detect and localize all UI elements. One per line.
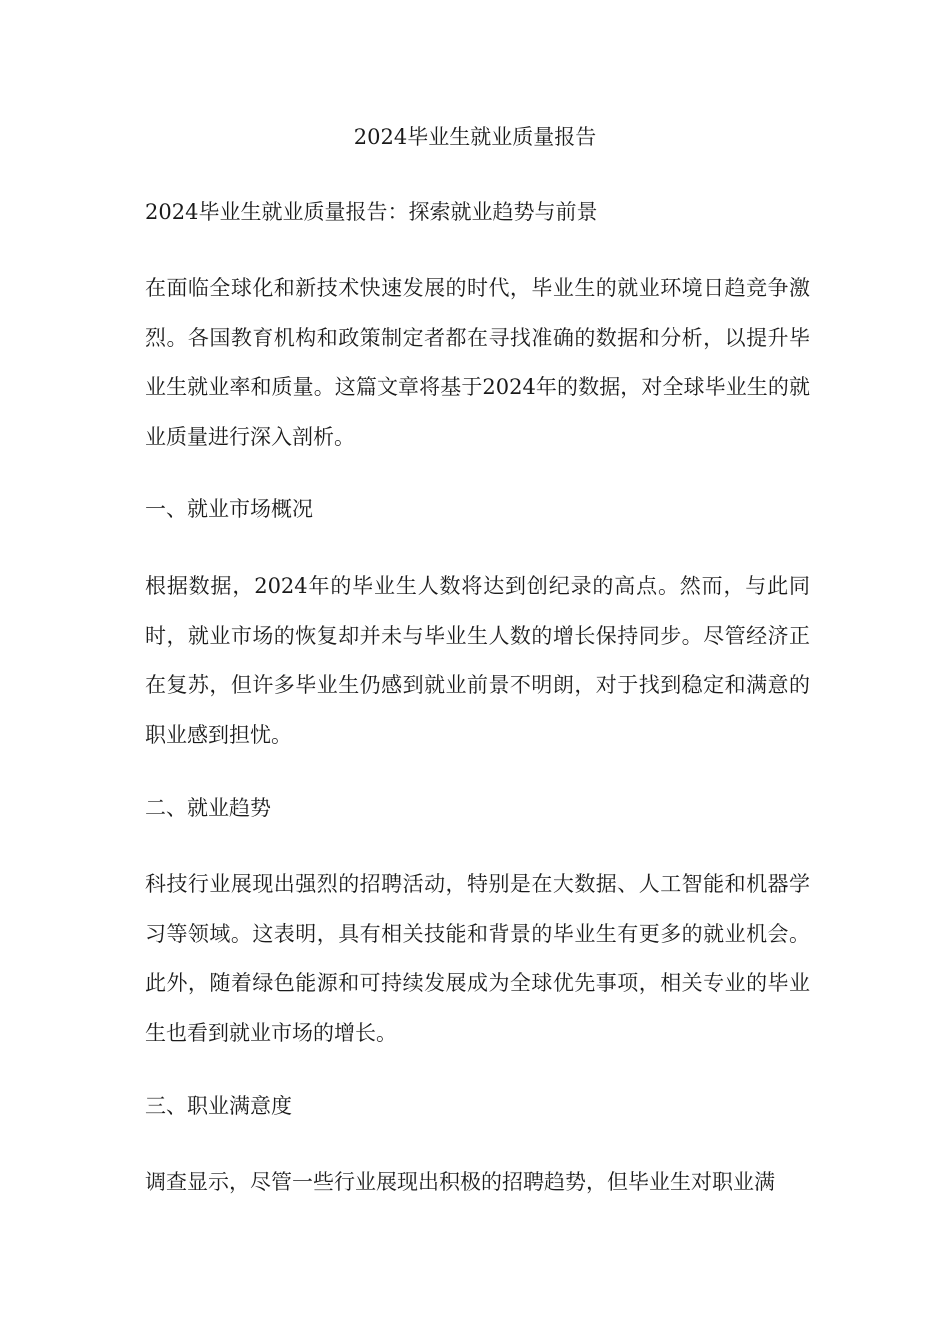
document-title: 2024毕业生就业质量报告 xyxy=(353,125,597,149)
section-body-employment-trends: 科技行业展现出强烈的招聘活动，特别是在大数据、人工智能和机器学习等领域。这表明，具有相关技能和背景的毕业生有更多的就业机会。此外，随着绿色能源和可持续发展成为全球优先事项，相关专业的毕业生也看到就业市场的增长。 xyxy=(145,872,810,1045)
section-body-market-overview: 根据数据，2024年的毕业生人数将达到创纪录的高点。然而，与此同时，就业市场的恢复却并未与毕业生人数的增长保持同步。尽管经济正在复苏，但许多毕业生仍感到就业前景不明朗，对于找到稳定和满意的职业感到担忧。 xyxy=(145,574,810,747)
section-body-career-satisfaction: 调查显示，尽管一些行业展现出积极的招聘趋势，但毕业生对职业满 xyxy=(145,1170,775,1194)
section-heading-employment-trends: 二、就业趋势 xyxy=(145,796,271,820)
section-heading-career-satisfaction: 三、职业满意度 xyxy=(145,1094,292,1118)
section-heading-market-overview: 一、就业市场概况 xyxy=(145,497,313,521)
document-subtitle: 2024毕业生就业质量报告：探索就业趋势与前景 xyxy=(145,200,598,224)
intro-paragraph: 在面临全球化和新技术快速发展的时代，毕业生的就业环境日趋竞争激烈。各国教育机构和政策制定者都在寻找准确的数据和分析，以提升毕业生就业率和质量。这篇文章将基于2024年的数据，对全球毕业生的就业质量进行深入剖析。 xyxy=(145,276,810,449)
